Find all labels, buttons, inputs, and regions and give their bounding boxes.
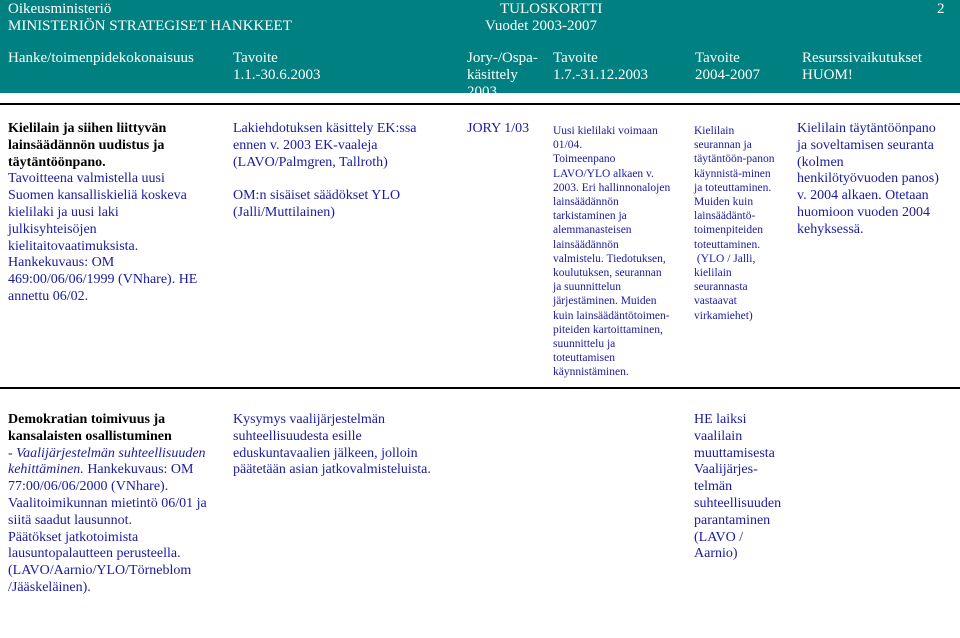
- col-header-jory: Jory-/Ospa- käsittely 2003: [467, 50, 538, 100]
- row1-jory-cell: JORY 1/03: [467, 121, 530, 136]
- row1-resource-cell: Kielilain täytäntöönpano ja soveltamisen seuranta (kolmen henkilötyövuoden panos) v. 2004 alkaen. Otetaan huomioon vuoden 2004 kehyksessä.: [797, 121, 939, 237]
- row1-goal1-cell: Lakiehdotuksen käsittely EK:ssa ennen v. 2003 EK-vaaleja (LAVO/Palmgren, Tallroth) OM:n sisäiset säädökset YLO (Jalli/Muttilainen): [233, 121, 417, 220]
- col-header-goal2: Tavoite 1.7.-31.12.2003: [553, 50, 648, 83]
- row1-top-rule: [0, 103, 960, 105]
- row2-project-description: - Vaalijärjestelmän suhteellisuuden kehittäminen. Hankekuvaus: OM 77:00/06/06/2000 (VNhare). Vaalitoimikunnan mietintö 06/01 ja siitä saadut lausunnot. Päätökset jatkotoimista lausuntopalautteen perusteella. (LAVO/Aarnio/YLO/Törneblom /Jääskeläinen).: [8, 445, 207, 595]
- row1-project-title: Kielilain ja siihen liittyvän lainsäädännön uudistus ja täytäntöönpano.: [8, 121, 167, 170]
- row1-project-cell: [8, 121, 223, 306]
- row2-goal3-cell: HE laiksi vaalilain muuttamisesta Vaalijärjes- telmän suhteellisuuden parantaminen (LAVO / Aarnio): [694, 412, 782, 562]
- col-header-resources: Resurssivaikutukset HUOM!: [802, 50, 922, 83]
- row1-goal3-cell: Kielilain seurannan ja täytäntöön-panon käynnistä-minen ja toteuttaminen. Muiden kuin lainsäädäntö- toimenpiteiden toteuttaminen. (YLO / Jalli, kielilain seurannasta vastaavat virkamiehet): [694, 125, 775, 322]
- col-header-goal1: Tavoite 1.1.-30.6.2003: [233, 50, 321, 83]
- row2-goal1-cell: Kysymys vaalijärjestelmän suhteellisuudesta esille eduskuntavaalien jälkeen, jolloin päätetään asian jatkovalmisteluista.: [233, 412, 431, 478]
- ministry-subtitle: MINISTERIÖN STRATEGISET HANKKEET: [8, 18, 292, 34]
- col-header-goal3: Tavoite 2004-2007: [695, 50, 760, 83]
- row2-project-title: Demokratian toimivuus ja kansalaisten osallistuminen: [8, 412, 172, 444]
- row1-project-description: Tavoitteena valmistella uusi Suomen kansalliskieliä koskeva kielilaki ja uusi laki julkisyhteisöjen kielitaitovaatimuksista. Hankekuvaus: OM 469:00/06/06/1999 (VNhare). HE annettu 06/02.: [8, 171, 198, 304]
- row2-project-cell: [8, 412, 233, 597]
- row2-top-rule: [0, 387, 960, 389]
- row1-goal2-cell: Uusi kielilaki voimaan 01/04. Toimeenpano LAVO/YLO alkaen v. 2003. Eri hallinnonalojen lainsäädännön tarkistaminen ja alemmanasteisen lainsäädännön valmistelu. Tiedotuksen, koulutuksen, seurannan ja suunnittelun järjestäminen. Muiden kuin lainsäädäntötoimen- piteiden kartoittaminen, suunnittelu ja toteuttamisen käynnistäminen.: [553, 125, 671, 379]
- page-number: 2: [937, 1, 945, 17]
- org-name: Oikeusministeriö: [8, 1, 112, 17]
- col-header-project: Hanke/toimenpidekokonaisuus: [8, 50, 194, 66]
- report-years: Vuodet 2003-2007: [485, 18, 598, 34]
- report-title: TULOSKORTTI: [500, 1, 603, 17]
